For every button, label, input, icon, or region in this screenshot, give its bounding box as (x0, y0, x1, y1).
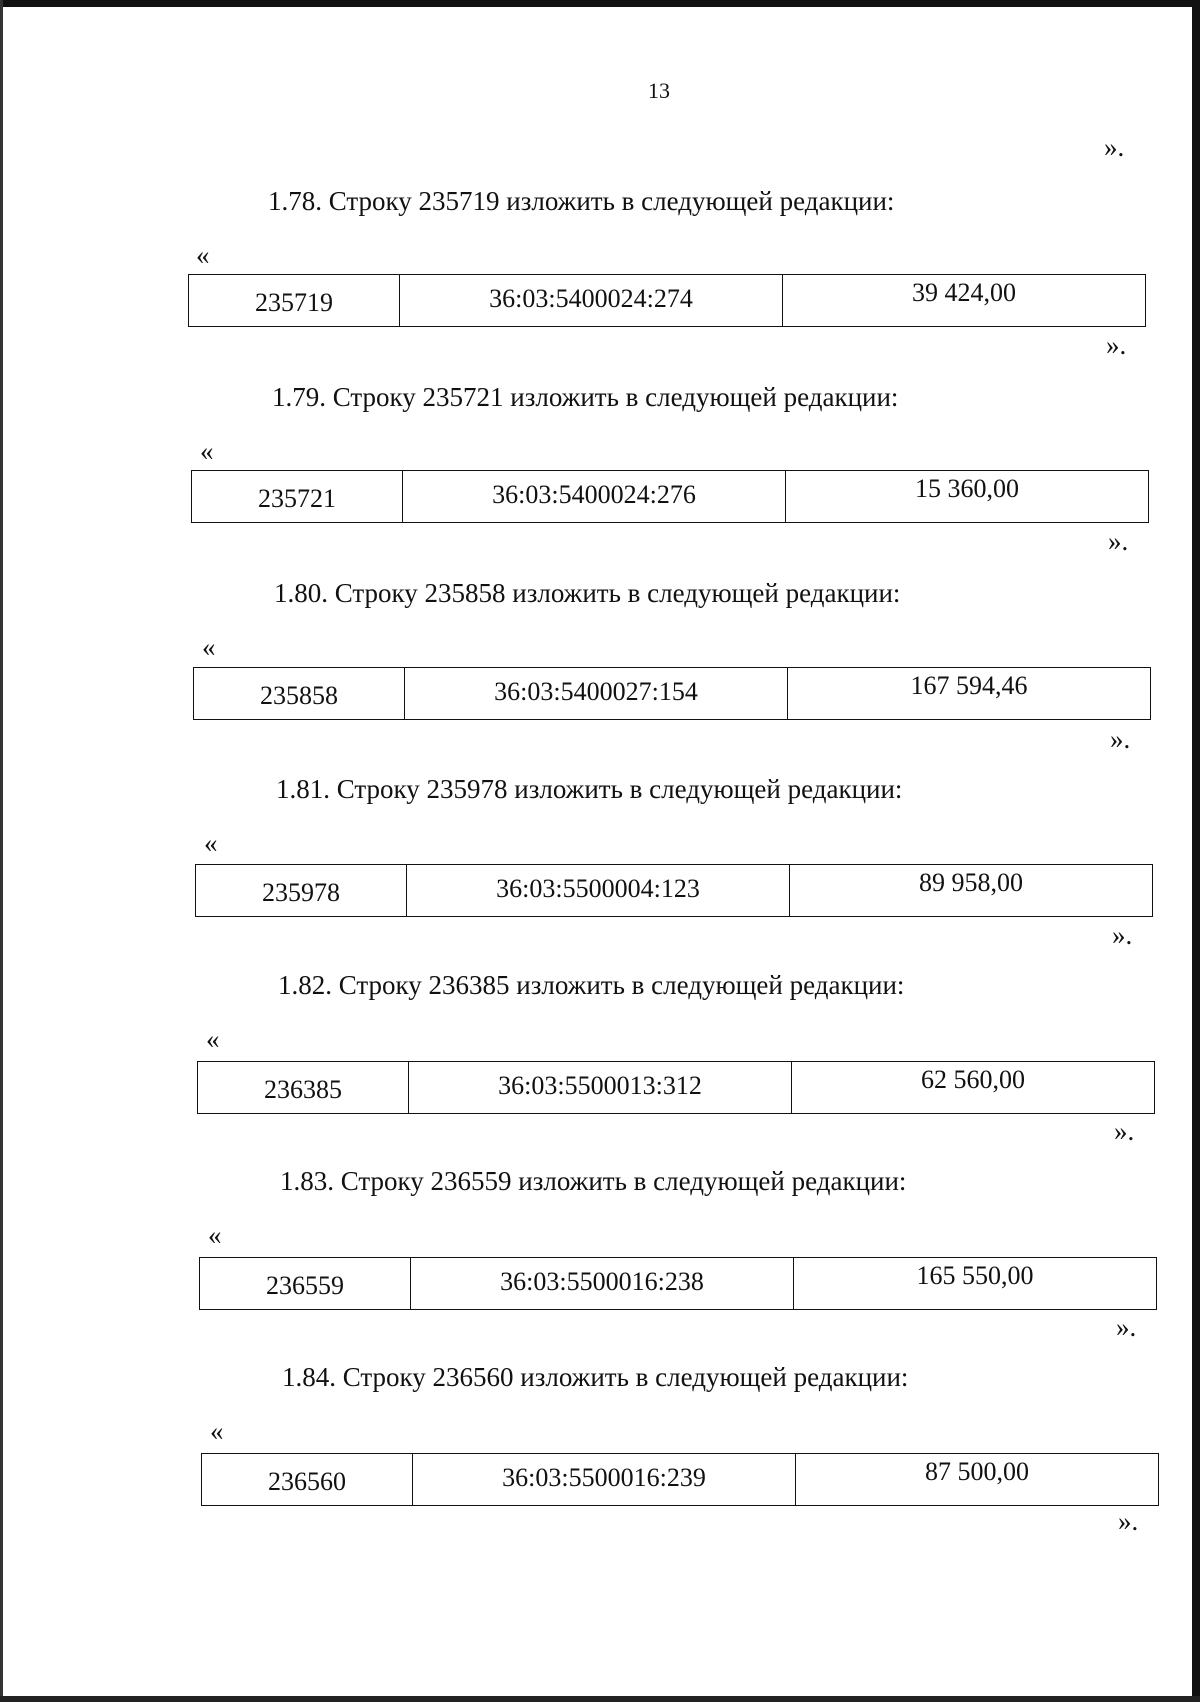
cadastral-number-cell: 36:03:5400024:274 (400, 275, 783, 327)
row-id-cell: 235719 (189, 275, 400, 327)
amount-cell: 89 958,00 (790, 865, 1153, 917)
cadastral-number-cell: 36:03:5500016:238 (411, 1258, 794, 1310)
scan-border-left (0, 0, 3, 1702)
amount-cell: 87 500,00 (796, 1454, 1159, 1506)
table-row (198, 1062, 1155, 1114)
amendment-row-table (197, 1061, 1155, 1114)
row-id-cell: 236559 (200, 1258, 411, 1310)
closing-quote: ». (1110, 724, 1131, 754)
opening-quote: « (208, 1220, 222, 1250)
closing-quote: ». (1108, 526, 1129, 556)
item-heading: 1.78. Строку 235719 изложить в следующей редакции: (268, 186, 895, 216)
scan-border-right (1192, 0, 1200, 1702)
amendment-row-table (188, 274, 1146, 327)
row-id-cell: 235858 (194, 668, 405, 720)
table-row (192, 471, 1149, 523)
item-heading: 1.81. Строку 235978 изложить в следующей редакции: (276, 774, 903, 804)
closing-quote: ». (1106, 330, 1127, 360)
amendment-row-table (195, 864, 1153, 917)
page-number: 13 (648, 78, 670, 103)
scan-border-top (0, 0, 1200, 7)
row-id-cell: 236560 (202, 1454, 413, 1506)
amount-cell: 15 360,00 (786, 471, 1149, 523)
scan-border-bottom (0, 1696, 1200, 1702)
opening-quote: « (204, 828, 218, 858)
cadastral-number-cell: 36:03:5500004:123 (407, 865, 790, 917)
amount-cell: 39 424,00 (783, 275, 1146, 327)
opening-quote: « (202, 632, 216, 662)
cadastral-number-cell: 36:03:5500013:312 (409, 1062, 792, 1114)
table-row (202, 1454, 1159, 1506)
amount-cell: 62 560,00 (792, 1062, 1155, 1114)
closing-quote: ». (1112, 920, 1133, 950)
opening-quote: « (200, 436, 214, 466)
opening-quote: « (196, 240, 210, 270)
cadastral-number-cell: 36:03:5400027:154 (405, 668, 788, 720)
row-id-cell: 235721 (192, 471, 403, 523)
closing-quote: ». (1114, 1116, 1135, 1146)
row-id-cell: 235978 (196, 865, 407, 917)
amount-cell: 167 594,46 (788, 668, 1151, 720)
table-row (189, 275, 1146, 327)
closing-quote: ». (1118, 1506, 1139, 1536)
table-row (196, 865, 1153, 917)
cadastral-number-cell: 36:03:5500016:239 (413, 1454, 796, 1506)
amount-cell: 165 550,00 (794, 1258, 1157, 1310)
item-heading: 1.84. Строку 236560 изложить в следующей редакции: (282, 1362, 909, 1392)
closing-quote: ». (1104, 132, 1125, 162)
closing-quote: ». (1116, 1312, 1137, 1342)
amendment-row-table (191, 470, 1149, 523)
opening-quote: « (206, 1024, 220, 1054)
table-row (200, 1258, 1157, 1310)
amendment-row-table (201, 1453, 1159, 1506)
item-heading: 1.82. Строку 236385 изложить в следующей редакции: (278, 970, 905, 1000)
item-heading: 1.83. Строку 236559 изложить в следующей редакции: (280, 1166, 907, 1196)
row-id-cell: 236385 (198, 1062, 409, 1114)
item-heading: 1.80. Строку 235858 изложить в следующей редакции: (274, 578, 901, 608)
table-row (194, 668, 1151, 720)
cadastral-number-cell: 36:03:5400024:276 (403, 471, 786, 523)
amendment-row-table (199, 1257, 1157, 1310)
amendment-row-table (193, 667, 1151, 720)
opening-quote: « (210, 1416, 224, 1446)
item-heading: 1.79. Строку 235721 изложить в следующей редакции: (272, 382, 899, 412)
